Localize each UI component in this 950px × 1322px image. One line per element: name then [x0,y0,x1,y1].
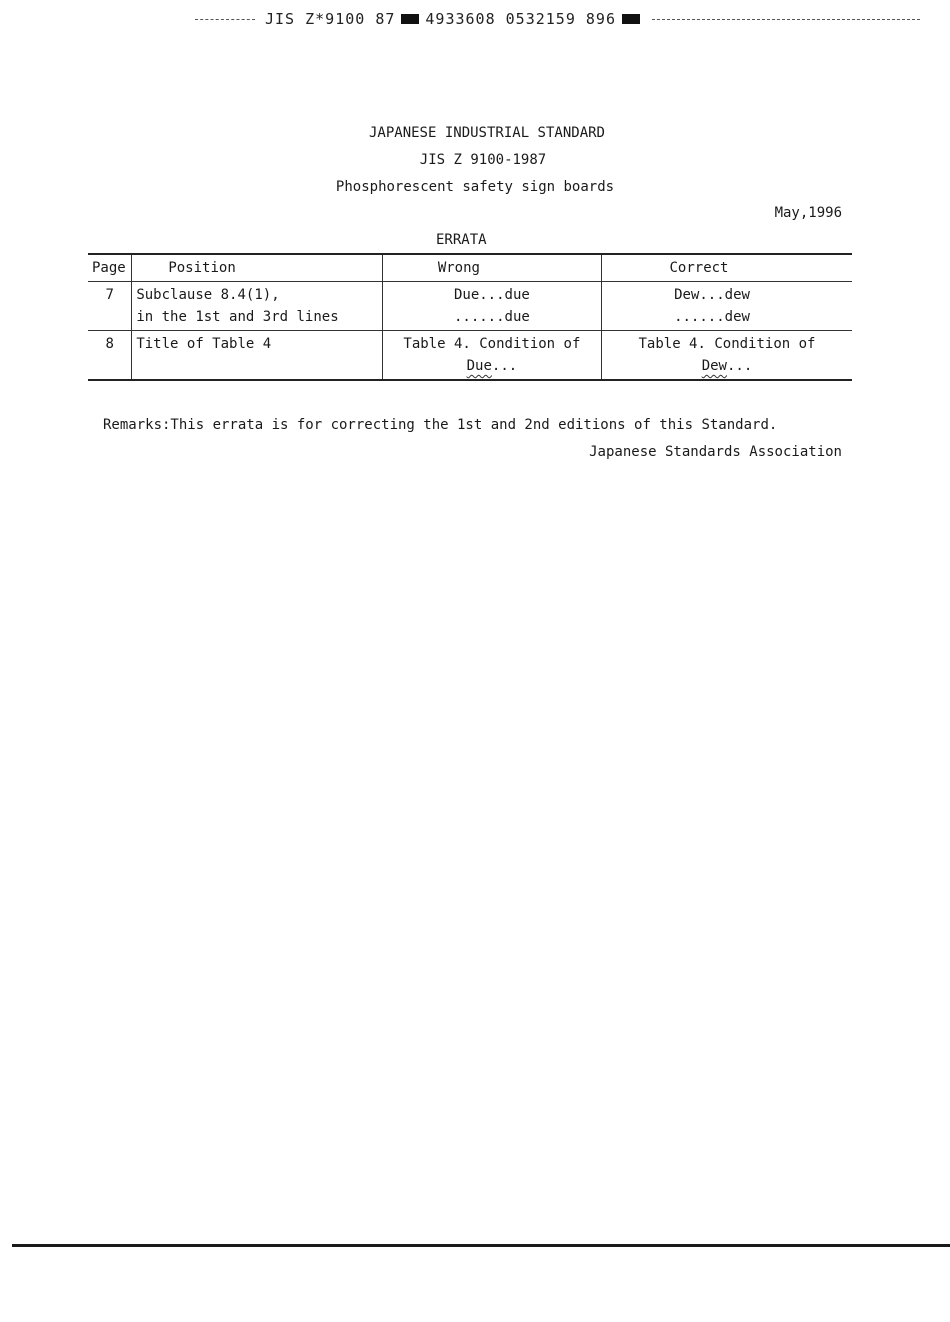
issuer: Japanese Standards Association [589,444,842,460]
wrong-word: Due [466,358,492,374]
header-dash-right [652,19,920,20]
row-correct [601,282,852,331]
col-header-page: Page [88,254,132,282]
table-row [88,282,852,331]
position-line-2: in the 1st and 3rd lines [136,309,339,325]
header-left-code: JIS Z*9100 87 [265,10,396,28]
position-line-1: Title of Table 4 [136,336,272,352]
row-position [132,331,382,381]
row-page: 7 [88,282,132,331]
wrong-line-2 [387,355,597,377]
header-dash-left [195,19,255,20]
errata-table [88,253,852,381]
correct-line-2 [606,355,848,377]
header-barcode-digits: 4933608 0532159 896 [425,10,616,28]
correct-line-1: Dew...dew [674,287,750,303]
remarks: Remarks:This errata is for correcting the 1st and 2nd editions of this Standard. [103,417,778,433]
row-wrong [382,282,601,331]
wrong-line-1: Table 4. Condition of [403,336,581,352]
row-correct [601,331,852,381]
standard-number: JIS Z 9100-1987 [419,152,547,168]
col-header-wrong: Wrong [382,254,601,282]
errata-heading: ERRATA [436,232,487,248]
row-wrong [382,331,601,381]
header-block-mark-end [622,14,640,24]
position-line-1: Subclause 8.4(1), [136,287,280,303]
standard-title: JAPANESE INDUSTRIAL STANDARD [368,125,605,141]
correct-line-2: ......dew [674,309,750,325]
header-block-mark [401,14,419,24]
wrong-tail: ... [491,358,518,374]
col-header-position: Position [132,254,382,282]
row-position [132,282,382,331]
scan-header [195,10,920,28]
row-page: 8 [88,331,132,381]
table-row [88,331,852,381]
correct-word: Dew [701,358,727,374]
bottom-rule [12,1244,950,1247]
position-line-2 [136,355,377,377]
col-header-correct: Correct [601,254,852,282]
issue-date: May,1996 [774,205,842,221]
correct-line-1: Table 4. Condition of [638,336,816,352]
wrong-line-2: ......due [453,309,530,325]
correct-tail: ... [726,358,753,374]
standard-subject: Phosphorescent safety sign boards [335,179,615,195]
errata-header-row [88,254,852,282]
wrong-line-1: Due...due [453,287,530,303]
